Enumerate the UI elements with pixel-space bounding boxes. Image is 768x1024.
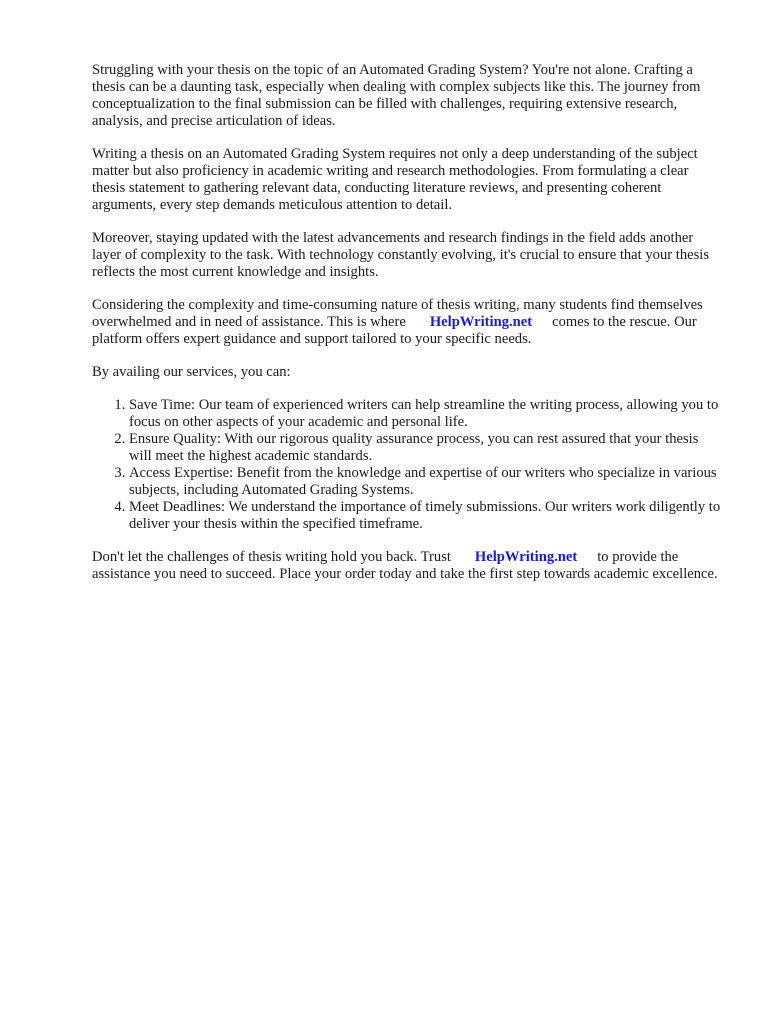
- list-item: 3. Access Expertise: Benefit from the knowledge and expertise of our writers who specialize in various subjects, including Automated Grading Systems.: [129, 465, 722, 499]
- benefits-list: [92, 397, 722, 533]
- helpwriting-link-closing[interactable]: HelpWriting.net: [474, 549, 578, 565]
- document-page: [92, 62, 722, 599]
- intro-paragraph: Struggling with your thesis on the topic of an Automated Grading System? You're not alone. Crafting a thesis can be a daunting task, especially when dealing with complex subjects like this. The journey from conceptualization to the final submission can be filled with challenges, requiring extensive research, analysis, and precise articulation of ideas.: [92, 62, 701, 129]
- assistance-paragraph: [92, 297, 722, 348]
- closing-paragraph: [92, 549, 722, 583]
- list-item: 4. Meet Deadlines: We understand the importance of timely submissions. Our writers work diligently to deliver your thesis within the specified timeframe.: [129, 499, 722, 533]
- assistance-text-before: Considering the complexity and time-consuming nature of thesis writing, many students find themselves overwhelmed and in need of assistance. This is where: [92, 297, 703, 330]
- list-item: 2. Ensure Quality: With our rigorous quality assurance process, you can rest assured that your thesis will meet the highest academic standards.: [129, 431, 722, 465]
- services-intro: By availing our services, you can:: [92, 364, 291, 380]
- complexity-paragraph: Moreover, staying updated with the latest advancements and research findings in the field adds another layer of complexity to the task. With technology constantly evolving, it's crucial to ensure that your thesis reflects the most current knowledge and insights.: [92, 230, 710, 280]
- list-item: 1. Save Time: Our team of experienced writers can help streamline the writing process, allowing you to focus on other aspects of your academic and personal life.: [129, 397, 722, 431]
- requirements-paragraph: Writing a thesis on an Automated Grading System requires not only a deep understanding of the subject matter but also proficiency in academic writing and research methodologies. From formulating a clear thesis statement to gathering relevant data, conducting literature reviews, and presenting coherent arguments, every step demands meticulous attention to detail.: [92, 146, 698, 213]
- assistance-text-after: comes to the rescue. Our platform offers expert guidance and support tailored to your specific needs.: [92, 314, 697, 347]
- helpwriting-link[interactable]: HelpWriting.net: [429, 314, 533, 330]
- closing-text-before: Don't let the challenges of thesis writing hold you back. Trust: [92, 549, 451, 565]
- closing-text-after: to provide the assistance you need to succeed. Place your order today and take the first step towards academic excellence.: [92, 549, 718, 582]
